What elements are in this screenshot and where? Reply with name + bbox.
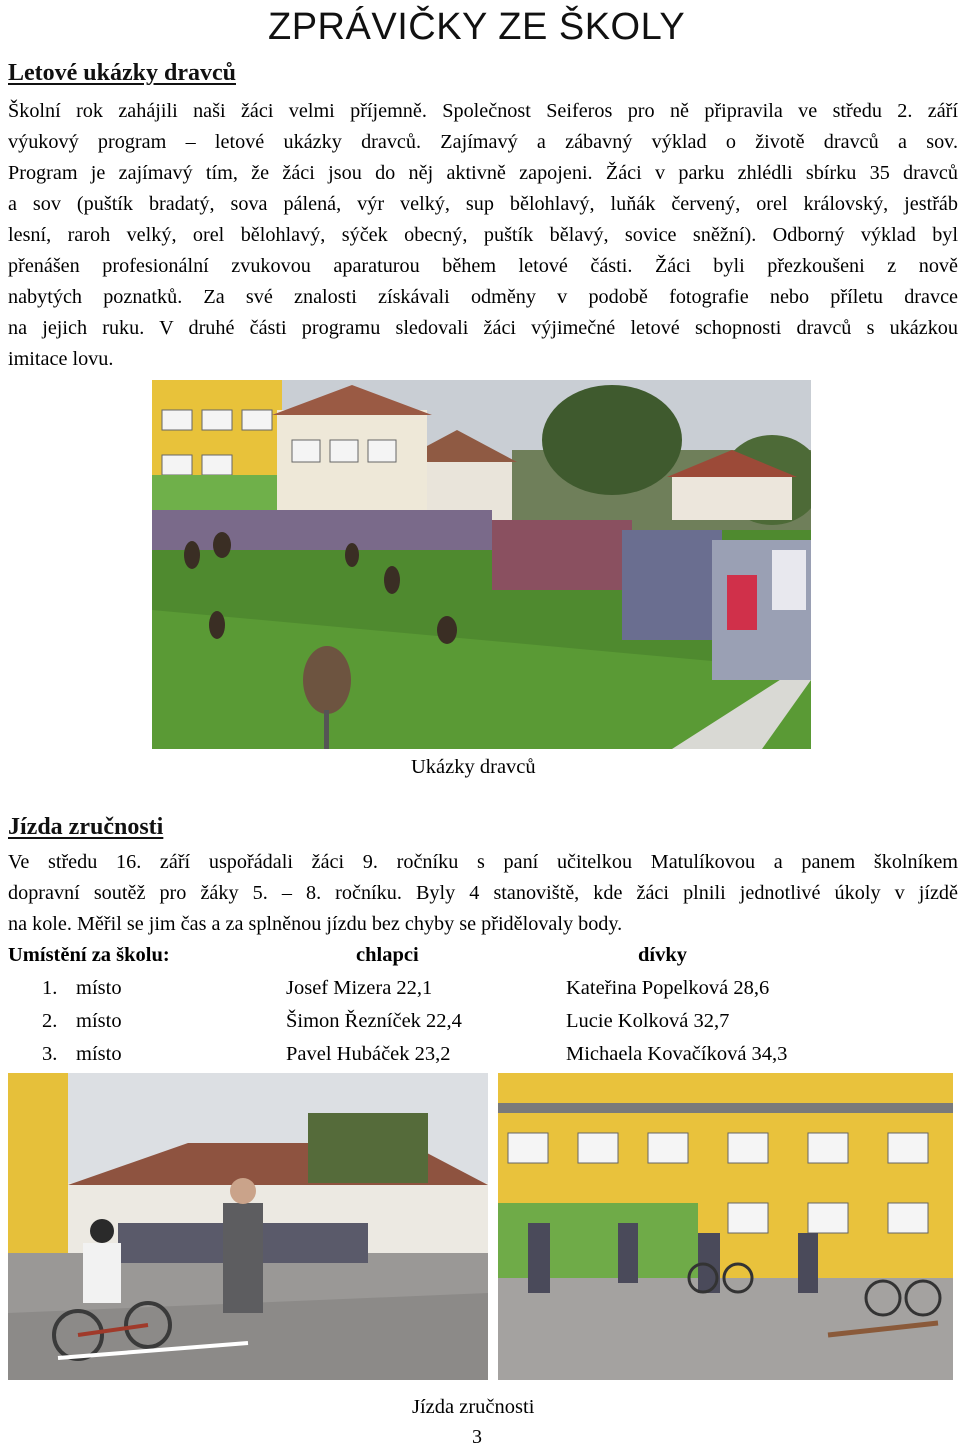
place-label: místo <box>76 977 122 999</box>
paragraph-line: a sov (puštík bradatý, sova pálená, výr velký, sup bělohlavý, luňák červený, orel královský, jestřáb <box>8 193 958 215</box>
girl-result: Michaela Kovačíková 34,3 <box>566 1043 788 1065</box>
boy-result: Šimon Řezníček 22,4 <box>286 1010 462 1032</box>
paragraph-line: Školní rok zahájili naši žáci velmi příjemně. Společnost Seiferos pro ně připravila ve středu 2. září <box>8 100 958 122</box>
bird-show-photo-caption: Ukázky dravců <box>411 756 536 778</box>
boy-result: Pavel Hubáček 23,2 <box>286 1043 451 1065</box>
girl-result: Lucie Kolková 32,7 <box>566 1010 730 1032</box>
masthead: ZPRÁVIČKY ZE ŠKOLY <box>268 6 686 48</box>
section-heading-bird-show: Letové ukázky dravců <box>8 60 236 86</box>
paragraph-line: výukový program – letové ukázky dravců. Zajímavý a zábavný výklad o životě dravců a sov. <box>8 131 958 153</box>
bike-skills-photo-left <box>8 1073 488 1380</box>
place-label: místo <box>76 1010 122 1032</box>
place-label: místo <box>76 1043 122 1065</box>
results-row <box>8 977 948 1009</box>
paragraph-line: na jejich ruku. V druhé části programu sledovali žáci výjimečné letové schopnosti dravců s ukázkou <box>8 317 958 339</box>
rank: 3. <box>42 1043 58 1065</box>
bike-skills-paragraph <box>8 847 958 940</box>
section-heading-bike-skills: Jízda zručnosti <box>8 814 164 840</box>
paragraph-line: Ve středu 16. září uspořádali žáci 9. ročníku s paní učitelkou Matulíkovou a panem školníkem <box>8 851 958 873</box>
paragraph-line: přenášen profesionální zvukovou aparaturou během letové části. Žáci byli přezkoušeni z nově <box>8 255 958 277</box>
rank: 1. <box>42 977 58 999</box>
results-row <box>8 1043 948 1075</box>
bike-skills-photo-caption: Jízda zručnosti <box>412 1396 535 1418</box>
bike-skills-photo-right <box>498 1073 953 1380</box>
paragraph-line: nabytých poznatků. Za své znalosti získávali odměny v podobě fotografie nebo příletu dravce <box>8 286 958 308</box>
page-number: 3 <box>472 1426 482 1448</box>
paragraph-line: na kole. Měřil se jim čas a za splněnou jízdu bez chyby se přidělovaly body. <box>8 913 623 935</box>
results-row <box>8 1010 948 1042</box>
boy-result: Josef Mizera 22,1 <box>286 977 433 999</box>
girl-result: Kateřina Popelková 28,6 <box>566 977 770 999</box>
results-girls-header: dívky <box>638 944 687 966</box>
bird-show-paragraph <box>8 96 958 375</box>
results-label: Umístění za školu: <box>8 944 170 966</box>
rank: 2. <box>42 1010 58 1032</box>
bird-show-photo <box>152 380 811 749</box>
paragraph-line: imitace lovu. <box>8 348 114 370</box>
results-boys-header: chlapci <box>356 944 419 966</box>
paragraph-line: dopravní soutěž pro žáky 5. – 8. ročníku. Byly 4 stanoviště, kde žáci plnili jednotlivé úkoly v jízdě <box>8 882 958 904</box>
paragraph-line: lesní, raroh velký, orel bělohlavý, sýček obecný, puštík bělavý, sovice sněžní). Odborný výklad byl <box>8 224 958 246</box>
paragraph-line: Program je zajímavý tím, že žáci jsou do něj aktivně zapojeni. Žáci v parku zhlédli sbírku 35 dravců <box>8 162 958 184</box>
